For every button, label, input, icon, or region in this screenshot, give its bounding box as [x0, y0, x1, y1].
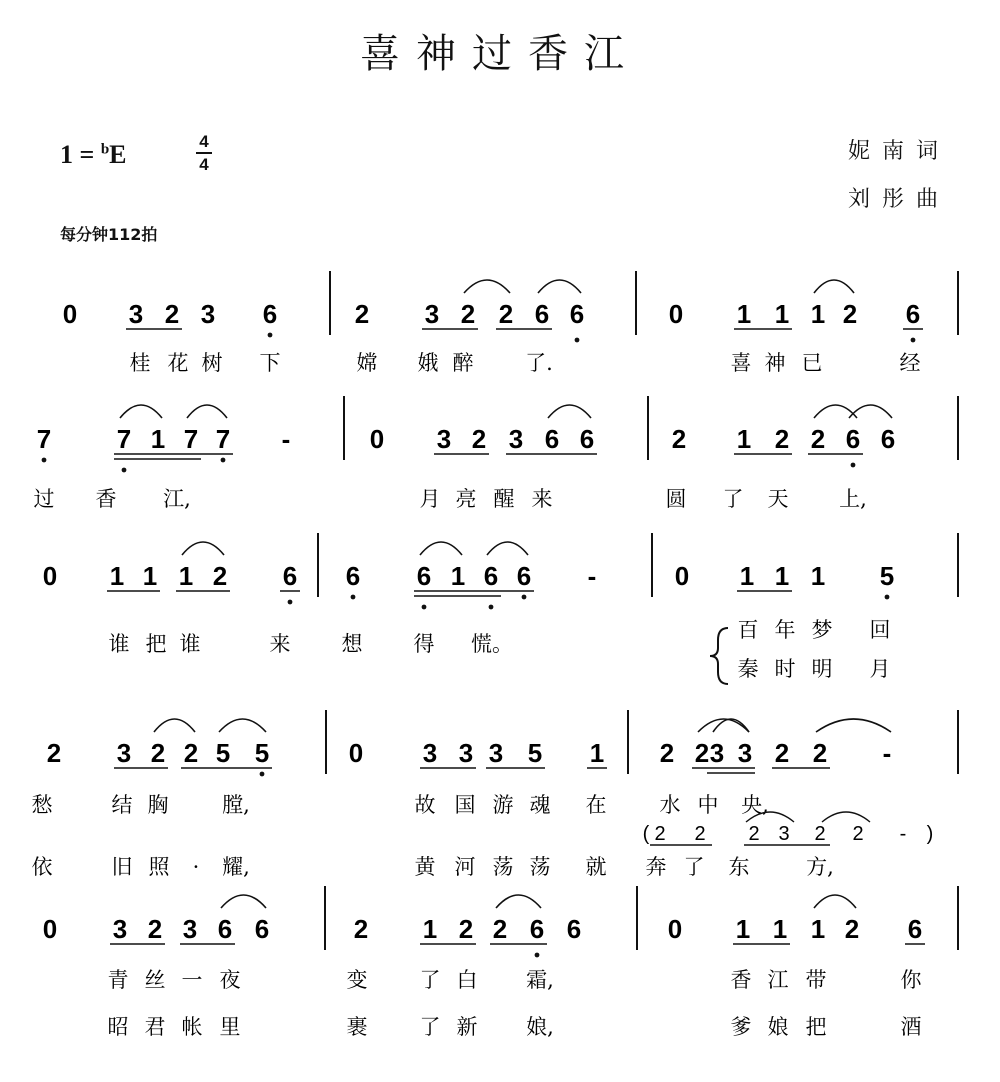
lyricist-credit: 妮南词	[847, 139, 950, 164]
inline-note: -	[899, 823, 907, 845]
octave-dot	[268, 333, 273, 338]
lyric-char: 圆	[665, 487, 687, 511]
lyric-char: 亮	[455, 487, 477, 511]
note: 1	[450, 561, 466, 591]
lyric-char: 胸	[147, 793, 169, 817]
lyric-char: 新	[456, 1015, 478, 1039]
inline-note: )	[926, 823, 934, 845]
lyric-char: 奔	[645, 855, 667, 879]
lyric-char: 国	[454, 793, 476, 817]
note: 6	[345, 561, 361, 591]
note: 2	[471, 424, 487, 454]
note: 2	[147, 914, 163, 944]
lyric-char: 明	[811, 657, 833, 681]
lyric-char: 醒	[493, 487, 515, 511]
slur	[538, 280, 581, 293]
note: 3	[116, 738, 132, 768]
verse-brace	[710, 628, 728, 684]
lyric-char: 一	[181, 968, 203, 992]
note: 0	[42, 914, 58, 944]
lyric-char: 夜	[219, 968, 241, 992]
lyric-char: 了	[419, 1015, 441, 1039]
note: 2	[774, 738, 790, 768]
lyric-char: 旧	[111, 855, 133, 879]
note: 5	[879, 561, 895, 591]
lyric-char: 君	[144, 1015, 166, 1039]
note: 3	[709, 738, 725, 768]
time-bottom: 4	[199, 155, 209, 174]
note: -	[882, 738, 892, 768]
octave-dot	[535, 953, 540, 958]
lyric-char: 想	[341, 632, 363, 656]
lyric-char: 来	[531, 487, 553, 511]
note: 6	[566, 914, 582, 944]
slur	[487, 542, 528, 555]
lyric-char: 香	[95, 487, 117, 511]
lyric-char: 黄	[414, 855, 436, 879]
octave-dot	[885, 595, 890, 600]
slur	[464, 280, 510, 293]
lyric-char: 耀,	[222, 855, 250, 879]
composer-credit: 刘彤曲	[847, 187, 950, 212]
lyric-char: 游	[492, 793, 514, 817]
octave-dot	[288, 600, 293, 605]
lyric-char: 神	[764, 351, 786, 375]
inline-note: (	[642, 823, 650, 845]
note: 0	[369, 424, 385, 454]
inline-note: 2	[654, 823, 666, 845]
note: 2	[812, 738, 828, 768]
lyric-char: 中	[697, 793, 719, 817]
octave-dot	[489, 605, 494, 610]
lyric-char: 花	[167, 351, 189, 375]
lyric-char: 白	[456, 968, 478, 992]
note: 2	[164, 299, 180, 329]
note: 3	[424, 299, 440, 329]
lyric-char: 青	[107, 968, 129, 992]
note: 3	[458, 738, 474, 768]
octave-dot	[260, 772, 265, 777]
note: 3	[508, 424, 524, 454]
lyric-char: 香	[730, 968, 752, 992]
note: 6	[282, 561, 298, 591]
octave-dot	[575, 338, 580, 343]
octave-dot	[42, 458, 47, 463]
lyric-char: 经	[899, 351, 921, 375]
tempo-marking: 每分钟112拍	[60, 225, 158, 244]
song-title: 喜神过香江	[360, 31, 640, 77]
note: 0	[668, 299, 684, 329]
note: 3	[128, 299, 144, 329]
note: 1	[736, 299, 752, 329]
note: 6	[845, 424, 861, 454]
lyric-char: 已	[801, 351, 823, 375]
note: 3	[112, 914, 128, 944]
note: 0	[667, 914, 683, 944]
lyric-char: 荡	[529, 855, 551, 879]
lyric-char: 年	[774, 618, 796, 642]
note: 1	[150, 424, 166, 454]
lyric-char: 带	[805, 968, 827, 992]
lyric-char: 江,	[163, 487, 191, 511]
lyric-char: 方,	[806, 855, 834, 879]
note: 5	[254, 738, 270, 768]
note: 3	[488, 738, 504, 768]
note: 1	[589, 738, 605, 768]
lyric-char: 变	[346, 968, 368, 992]
lyric-char: 百	[737, 618, 759, 642]
note: 7	[215, 424, 231, 454]
note: 2	[842, 299, 858, 329]
lyric-char: 喜	[730, 351, 752, 375]
note: 6	[217, 914, 233, 944]
lyric-char: 霜,	[526, 968, 554, 992]
note: 2	[671, 424, 687, 454]
octave-dot	[851, 463, 856, 468]
lyric-char: 东	[728, 855, 750, 879]
lyric-char: 回	[869, 618, 891, 642]
slur	[154, 719, 195, 732]
lyric-char: 过	[33, 487, 55, 511]
note: -	[281, 424, 291, 454]
slur	[420, 542, 462, 555]
slur	[822, 812, 870, 822]
lyric-char: 照	[148, 855, 170, 879]
note: 6	[569, 299, 585, 329]
slur	[182, 542, 224, 555]
lyric-char: 月	[869, 657, 891, 681]
lyric-char: ·	[192, 855, 200, 879]
lyric-char: 嫦	[356, 351, 378, 375]
note: 2	[498, 299, 514, 329]
lyric-char: 醉	[452, 351, 474, 375]
slur	[816, 719, 891, 732]
lyric-char: 了.	[525, 351, 553, 375]
lyric-char: 荡	[492, 855, 514, 879]
note: 2	[212, 561, 228, 591]
lyric-char: 裹	[346, 1015, 368, 1039]
lyric-char: 上,	[839, 487, 867, 511]
slur	[187, 405, 227, 418]
lyric-char: 秦	[737, 657, 759, 681]
time-top: 4	[199, 132, 209, 151]
note: 1	[736, 424, 752, 454]
note: 6	[907, 914, 923, 944]
lyric-char: 谁	[108, 632, 130, 656]
note: 1	[774, 299, 790, 329]
slur	[814, 895, 856, 908]
note: 6	[880, 424, 896, 454]
inline-note: 2	[694, 823, 706, 845]
lyric-char: 娘,	[526, 1015, 554, 1039]
octave-dot	[911, 338, 916, 343]
note: 2	[353, 914, 369, 944]
lyric-char: 江	[767, 968, 789, 992]
note: 3	[200, 299, 216, 329]
lyric-char: 来	[269, 632, 291, 656]
lyric-char: 爹	[730, 1015, 752, 1039]
lyric-char: 就	[585, 855, 607, 879]
note: 1	[739, 561, 755, 591]
lyric-char: 里	[219, 1015, 241, 1039]
octave-dot	[221, 458, 226, 463]
note: 5	[527, 738, 543, 768]
note: 2	[183, 738, 199, 768]
note: 3	[436, 424, 452, 454]
slur	[219, 719, 266, 732]
note: 7	[36, 424, 52, 454]
lyric-char: 了	[419, 968, 441, 992]
lyric-char: 魂	[529, 793, 551, 817]
lyric-char: 昭	[107, 1015, 129, 1039]
note: 2	[46, 738, 62, 768]
lyric-char: 故	[414, 793, 436, 817]
lyric-char: 慌。	[471, 632, 513, 656]
note: 1	[810, 561, 826, 591]
note: 0	[62, 299, 78, 329]
note: 1	[109, 561, 125, 591]
note: 6	[483, 561, 499, 591]
note: 1	[422, 914, 438, 944]
note: 1	[178, 561, 194, 591]
lyric-char: 依	[31, 855, 53, 879]
slur	[814, 280, 854, 293]
note: 3	[182, 914, 198, 944]
note: -	[587, 561, 597, 591]
inline-note: 2	[852, 823, 864, 845]
slur	[548, 405, 591, 418]
note: 6	[516, 561, 532, 591]
note: 0	[42, 561, 58, 591]
octave-dot	[351, 595, 356, 600]
lyric-char: 月	[419, 487, 441, 511]
lyric-char: 娘	[767, 1015, 789, 1039]
inline-note: 3	[778, 823, 790, 845]
lyric-char: 了	[683, 855, 705, 879]
lyric-char: 结	[111, 793, 133, 817]
note: 2	[844, 914, 860, 944]
note: 6	[544, 424, 560, 454]
note: 6	[254, 914, 270, 944]
lyric-char: 时	[774, 657, 796, 681]
lyric-char: 桂	[129, 351, 151, 375]
note: 2	[354, 299, 370, 329]
note: 2	[150, 738, 166, 768]
note: 6	[534, 299, 550, 329]
octave-dot	[122, 468, 127, 473]
note: 6	[262, 299, 278, 329]
lyric-char: 谁	[179, 632, 201, 656]
lyric-char: 下	[259, 351, 281, 375]
octave-dot	[422, 605, 427, 610]
inline-note: 2	[748, 823, 760, 845]
lyric-char: 树	[201, 351, 223, 375]
note: 3	[422, 738, 438, 768]
note: 3	[737, 738, 753, 768]
note: 2	[774, 424, 790, 454]
key-note: E	[109, 140, 127, 169]
lyric-char: 你	[900, 968, 922, 992]
lyric-char: 愁	[31, 793, 53, 817]
note: 1	[772, 914, 788, 944]
key-prefix: 1 =	[60, 140, 101, 169]
lyric-char: 丝	[144, 968, 166, 992]
note: 2	[810, 424, 826, 454]
note: 2	[460, 299, 476, 329]
inline-note: 2	[814, 823, 826, 845]
note: 1	[774, 561, 790, 591]
note: 0	[674, 561, 690, 591]
note: 1	[735, 914, 751, 944]
note: 1	[142, 561, 158, 591]
octave-dot	[522, 595, 527, 600]
slur	[120, 405, 162, 418]
note: 1	[810, 914, 826, 944]
note: 7	[183, 424, 199, 454]
lyric-char: 河	[454, 855, 476, 879]
note: 2	[458, 914, 474, 944]
slur	[496, 895, 541, 908]
note: 7	[116, 424, 132, 454]
lyric-char: 膛,	[222, 793, 250, 817]
note: 2	[659, 738, 675, 768]
flat-sign: b	[100, 141, 110, 158]
lyric-char: 得	[413, 632, 435, 656]
note: 6	[905, 299, 921, 329]
lyric-char: 在	[585, 793, 607, 817]
lyric-char: 了	[722, 487, 744, 511]
lyric-char: 帐	[181, 1015, 203, 1039]
lyric-char: 天	[767, 487, 789, 511]
note: 5	[215, 738, 231, 768]
lyric-char: 把	[145, 632, 167, 656]
note: 2	[694, 738, 710, 768]
note: 0	[348, 738, 364, 768]
note: 6	[579, 424, 595, 454]
slur	[221, 895, 266, 908]
lyric-char: 水	[659, 793, 681, 817]
note: 6	[529, 914, 545, 944]
lyric-char: 娥	[417, 351, 439, 375]
lyric-char: 央,	[741, 793, 769, 817]
lyric-char: 把	[805, 1015, 827, 1039]
note: 1	[810, 299, 826, 329]
lyric-char: 梦	[811, 618, 833, 642]
note: 2	[492, 914, 508, 944]
note: 6	[416, 561, 432, 591]
lyric-char: 酒	[900, 1015, 922, 1039]
